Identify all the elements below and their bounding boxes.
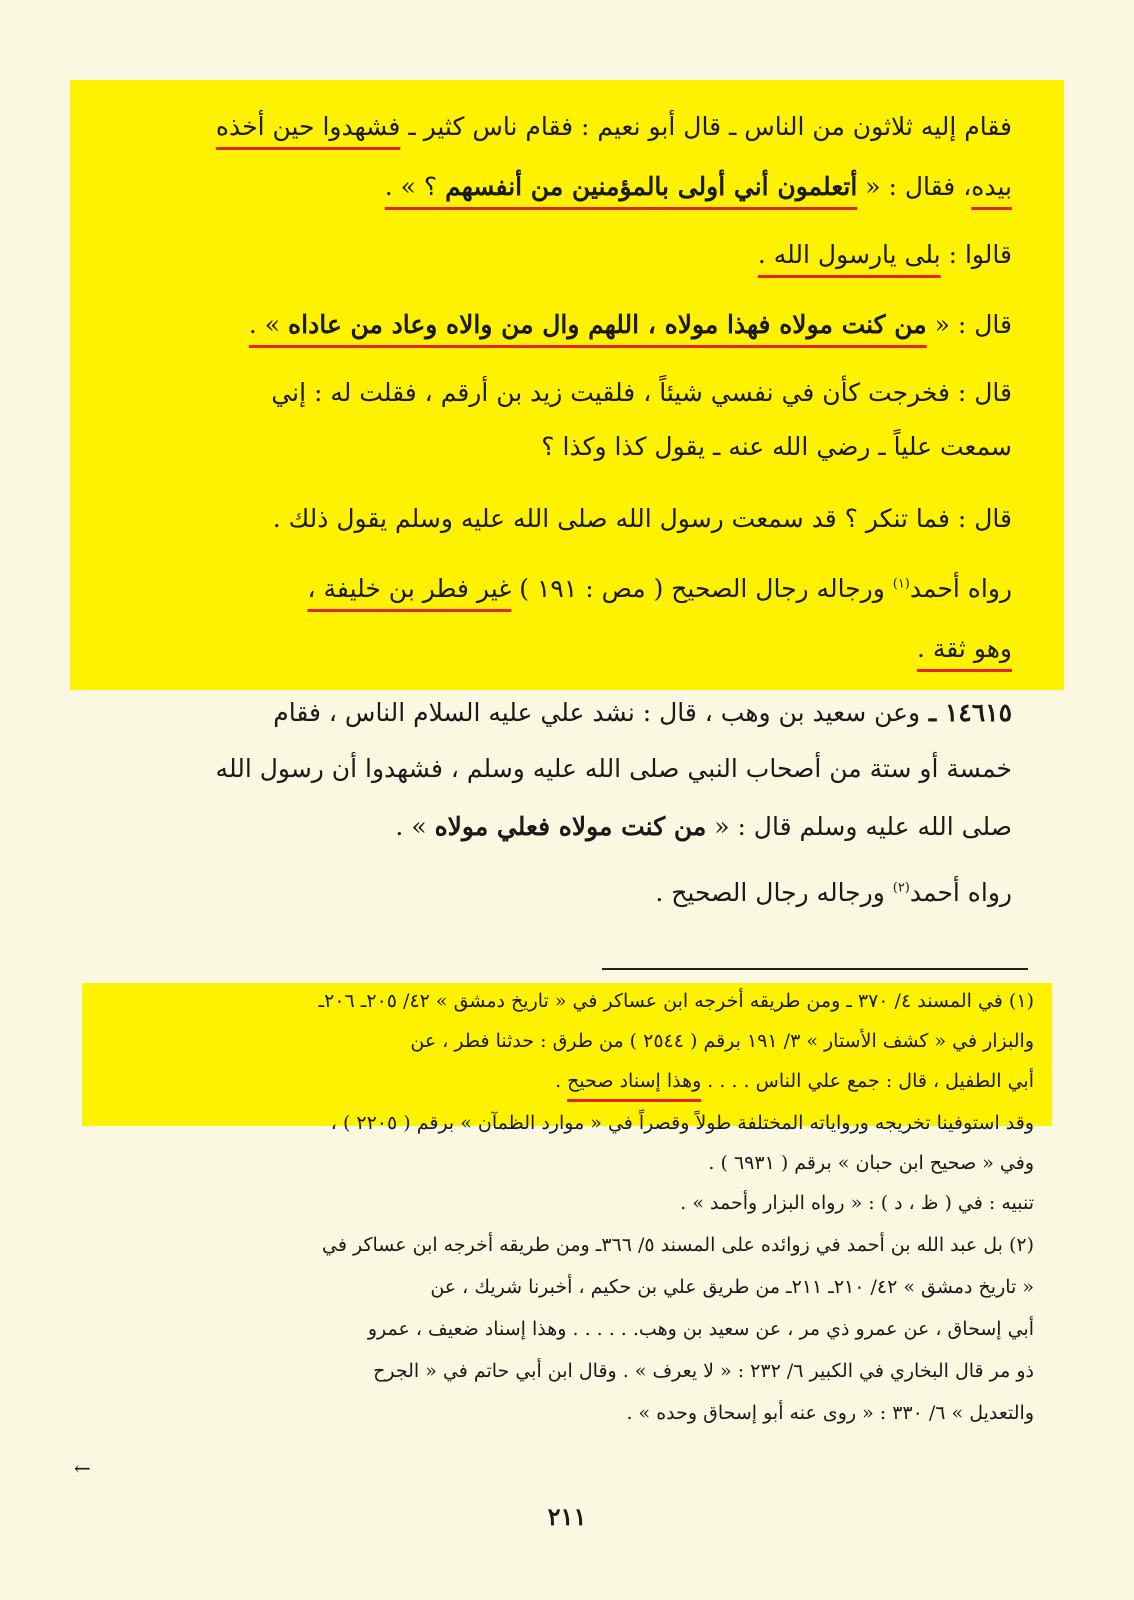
underlined-text: فشهدوا حين أخذه <box>215 112 401 141</box>
footnote-ref: (١) <box>892 576 910 592</box>
text-span: ، فقال : « <box>857 172 972 201</box>
text-line: سمعت علياً ـ رضي الله عنه ـ يقول كذا وكذا ؟ <box>541 432 1012 461</box>
text-span: » . <box>395 812 435 841</box>
text-line <box>102 172 1012 201</box>
text-line <box>102 112 1012 141</box>
text-span: ؟ » . <box>384 172 446 201</box>
text-line: خمسة أو ستة من أصحاب النبي صلى الله عليه وسلم ، فشهدوا أن رسول الله <box>215 754 1012 783</box>
text-span: . <box>555 1070 568 1092</box>
text-span: أبي الطفيل ، قال : جمع علي الناس . . . . <box>701 1070 1034 1092</box>
text-line <box>102 698 1012 727</box>
hadith-quote: أتعلمون أني أولى بالمؤمنين من أنفسهم <box>445 172 858 201</box>
footnote-line: والتعديل » ٦/ ٣٣٠ : « روى عنه أبو إسحاق وحده » . <box>626 1402 1034 1424</box>
text-line <box>102 574 1012 603</box>
footnote-separator <box>602 968 1028 970</box>
text-line <box>102 310 1012 339</box>
text-line <box>102 878 1012 907</box>
text-span: قال : « <box>926 310 1012 339</box>
text-line <box>102 240 1012 269</box>
arrow-left-icon: ← <box>74 1456 91 1480</box>
footnote-line: (١) في المسند ٤/ ٣٧٠ ـ ومن طريقه أخرجه ابن عساكر في « تاريخ دمشق » ٤٢/ ٢٠٥ـ ٢٠٦ـ <box>318 990 1034 1012</box>
footnote-ref: (٢) <box>892 880 910 896</box>
footnote-line: « تاريخ دمشق » ٤٢/ ٢١٠ـ ٢١١ـ من طريق علي بن حكيم ، أخبرنا شريك ، عن <box>430 1276 1034 1298</box>
footnote-line <box>100 1070 1034 1092</box>
footnote-line: ذو مر قال البخاري في الكبير ٦/ ٢٣٢ : « لا يعرف » . وقال ابن أبي حاتم في « الجرح <box>373 1360 1034 1382</box>
text-line: قال : فخرجت كأن في نفسي شيئاً ، فلقيت زيد بن أرقم ، فقلت له : إني <box>271 378 1012 407</box>
footnote-line: تنبيه : في ( ظ ، د ) : « رواه البزار وأحمد » . <box>680 1192 1034 1214</box>
text-span: » . <box>248 310 289 339</box>
underlined-text: وهو ثقة . <box>916 634 1012 663</box>
text-span: قالوا : <box>940 240 1012 269</box>
footnote-line: أبي إسحاق ، عن عمرو ذي مر ، عن سعيد بن وهب. . . . . . وهذا إسناد ضعيف ، عمرو <box>367 1318 1034 1340</box>
footnote-line: والبزار في « كشف الأستار » ٣/ ١٩١ برقم ( ٢٥٤٤ ) من طرق : حدثنا فطر ، عن <box>410 1030 1034 1052</box>
hadith-number: ١٤٦١٥ ـ <box>920 698 1012 727</box>
text-span: وعن سعيد بن وهب ، قال : نشد علي عليه السلام الناس ، فقام <box>273 698 921 727</box>
underlined-text: بيده <box>971 172 1012 201</box>
underlined-text: بلى يارسول الله . <box>757 240 941 269</box>
underlined-text: غير فطر بن خليفة ، <box>307 574 512 603</box>
text-span: ورجاله رجال الصحيح . <box>655 878 893 907</box>
text-span: رواه أحمد <box>909 878 1012 907</box>
text-span: فقام إليه ثلاثون من الناس ـ قال أبو نعيم : فقام ناس كثير ـ <box>400 112 1012 141</box>
underlined-text: وهذا إسناد صحيح <box>567 1070 702 1092</box>
hadith-quote: من كنت مولاه فهذا مولاه ، اللهم وال من والاه وعاد من عاداه <box>288 310 927 339</box>
hadith-quote: من كنت مولاه فعلي مولاه <box>434 812 707 841</box>
footnote-line: وقد استوفينا تخريجه ورواياته المختلفة طولاً وقصراً في « موارد الظمآن » برقم ( ٢٢٠٥ ) ، <box>330 1112 1034 1134</box>
text-line <box>102 634 1012 663</box>
text-span: صلى الله عليه وسلم قال : « <box>706 812 1012 841</box>
footnote-line: وفي « صحيح ابن حبان » برقم ( ٦٩٣١ ) . <box>708 1152 1034 1174</box>
page-number: ٢١١ <box>547 1502 587 1531</box>
text-span: ورجاله رجال الصحيح ( مص : ١٩١ ) <box>511 574 893 603</box>
text-line: قال : فما تنكر ؟ قد سمعت رسول الله صلى الله عليه وسلم يقول ذلك . <box>272 504 1012 533</box>
text-line <box>102 812 1012 841</box>
text-span: رواه أحمد <box>909 574 1012 603</box>
footnote-line: (٢) بل عبد الله بن أحمد في زوائده على المسند ٥/ ٣٦٦ـ ومن طريقه أخرجه ابن عساكر في <box>322 1234 1034 1256</box>
